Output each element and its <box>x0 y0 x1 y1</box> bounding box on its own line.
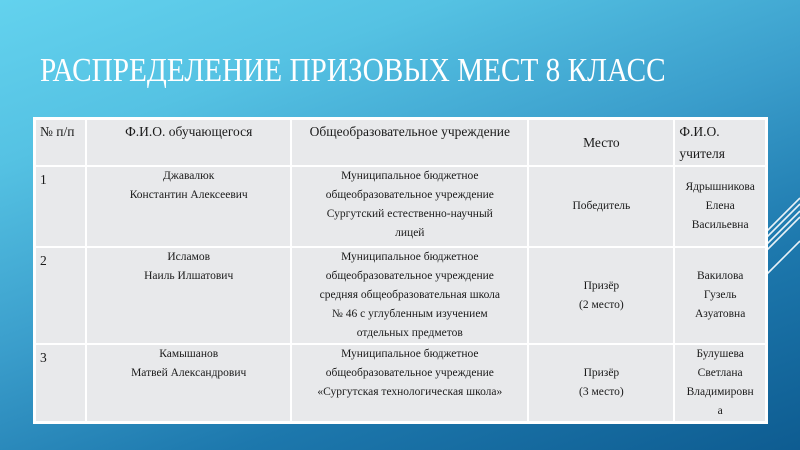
school-line: лицей <box>395 227 425 239</box>
table-row <box>35 247 766 344</box>
place-label: Победитель <box>572 200 631 212</box>
header-student-name: Ф.И.О. обучающегося <box>86 119 291 166</box>
teacher-name-line: Гузель <box>703 289 737 301</box>
school-line: № 46 с углубленным изучением <box>331 308 488 320</box>
school-line: «Сургутская технологическая школа» <box>317 386 503 398</box>
student-given-names: Матвей Александрович <box>131 367 247 379</box>
header-number: № п/п <box>35 119 86 166</box>
school-line: Муниципальное бюджетное <box>341 170 479 182</box>
school-line: общеобразовательное учреждение <box>325 367 494 379</box>
cell-number: 2 <box>35 247 86 344</box>
cell-place <box>528 247 674 344</box>
student-given-names: Константин Алексеевич <box>129 189 248 201</box>
header-school: Общеобразовательное учреждение <box>291 119 528 166</box>
student-given-names: Наиль Илшатович <box>144 270 234 282</box>
place-label: Призёр <box>583 279 620 292</box>
teacher-name-line: Елена <box>705 200 735 212</box>
teacher-name-line: Владимировн <box>686 386 754 398</box>
cell-teacher-name <box>674 166 766 247</box>
prize-distribution-table <box>34 118 767 423</box>
cell-student-name <box>86 166 291 247</box>
table-row <box>35 166 766 247</box>
cell-number: 1 <box>35 166 86 247</box>
cell-school <box>291 344 528 422</box>
teacher-name-line: Васильевна <box>691 219 749 231</box>
school-line: общеобразовательное учреждение <box>325 270 494 282</box>
cell-teacher-name <box>674 344 766 422</box>
header-place: Место <box>528 119 674 166</box>
cell-place <box>528 344 674 422</box>
cell-school <box>291 166 528 247</box>
header-teacher-name <box>674 119 766 166</box>
header-teacher-line1: Ф.И.О. <box>679 124 720 139</box>
place-label: Призёр <box>583 367 620 379</box>
cell-student-name <box>86 344 291 422</box>
cell-student-name <box>86 247 291 344</box>
cell-school <box>291 247 528 344</box>
school-line: отдельных предметов <box>356 327 463 339</box>
teacher-name-line: Ядрышникова <box>685 181 755 193</box>
slide-title: РАСПРЕДЕЛЕНИЕ ПРИЗОВЫХ МЕСТ 8 КЛАСС <box>40 52 666 89</box>
school-line: Муниципальное бюджетное <box>341 348 479 360</box>
school-line: средняя общеобразовательная школа <box>319 289 501 301</box>
cell-number: 3 <box>35 344 86 422</box>
teacher-name-line: Светлана <box>697 367 743 379</box>
cell-place <box>528 166 674 247</box>
student-surname: Камышанов <box>159 348 219 360</box>
teacher-name-line: а <box>717 405 723 417</box>
place-rank: (2 место) <box>579 298 624 311</box>
teacher-name-line: Булушева <box>696 348 744 360</box>
teacher-name-line: Вакилова <box>696 270 744 282</box>
school-line: Сургутский естественно-научный <box>326 208 493 220</box>
school-line: Муниципальное бюджетное <box>341 251 479 263</box>
school-line: общеобразовательное учреждение <box>325 189 494 201</box>
student-surname: Джавалюк <box>163 170 215 182</box>
student-surname: Исламов <box>167 251 211 263</box>
table-header-row <box>35 119 766 166</box>
teacher-name-line: Азуатовна <box>694 308 746 320</box>
header-teacher-line2: учителя <box>679 146 725 161</box>
cell-teacher-name <box>674 247 766 344</box>
place-rank: (3 место) <box>579 386 624 398</box>
table-row <box>35 344 766 422</box>
